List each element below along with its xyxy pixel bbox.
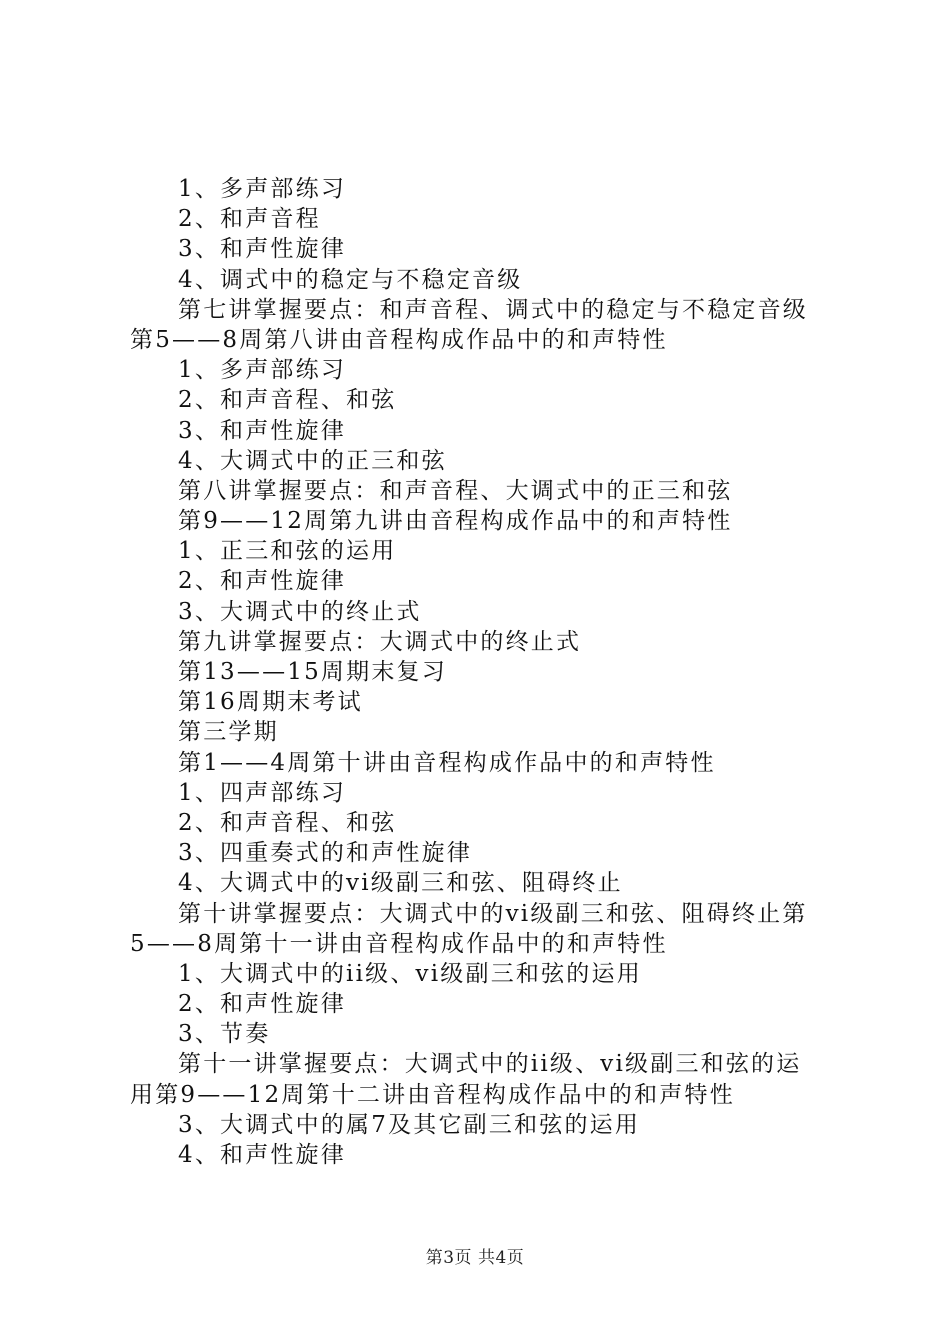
text-line: 4、大调式中的正三和弦 bbox=[178, 447, 447, 474]
text-line: 2、和声性旋律 bbox=[178, 991, 347, 1018]
text-line: 4、大调式中的vi级副三和弦、阻碍终止 bbox=[178, 870, 623, 897]
text-line: 1、四声部练习 bbox=[178, 779, 347, 806]
text-line: 第七讲掌握要点：和声音程、调式中的稳定与不稳定音级 bbox=[178, 296, 808, 323]
document-body bbox=[130, 174, 832, 1170]
text-line: 第16周期末考试 bbox=[178, 689, 363, 716]
text-line: 第13——15周期末复习 bbox=[178, 659, 447, 685]
text-line: 第八讲掌握要点：和声音程、大调式中的正三和弦 bbox=[178, 477, 733, 504]
text-line: 第9——12周第九讲由音程构成作品中的和声特性 bbox=[178, 508, 733, 535]
text-line: 3、节奏 bbox=[178, 1021, 271, 1048]
page-footer: 第3页 共4页 bbox=[425, 1248, 525, 1268]
text-line: 4、和声性旋律 bbox=[178, 1142, 347, 1168]
text-line: 3、和声性旋律 bbox=[178, 236, 347, 263]
text-line: 1、正三和弦的运用 bbox=[178, 538, 397, 565]
text-line: 1、多声部练习 bbox=[178, 176, 347, 202]
text-line: 4、调式中的稳定与不稳定音级 bbox=[178, 266, 523, 293]
text-line: 第十一讲掌握要点：大调式中的ii级、vi级副三和弦的运 bbox=[178, 1051, 802, 1078]
text-line: 2、和声音程、和弦 bbox=[178, 809, 397, 836]
text-line: 3、大调式中的终止式 bbox=[178, 598, 422, 625]
text-line: 第三学期 bbox=[178, 719, 279, 746]
text-line: 3、大调式中的属7及其它副三和弦的运用 bbox=[178, 1111, 641, 1138]
text-line: 第1——4周第十讲由音程构成作品中的和声特性 bbox=[178, 749, 716, 776]
text-line: 3、和声性旋律 bbox=[178, 417, 347, 444]
text-line: 第十讲掌握要点：大调式中的vi级副三和弦、阻碍终止第 bbox=[178, 900, 808, 927]
text-line: 3、四重奏式的和声性旋律 bbox=[178, 840, 473, 867]
text-line: 第九讲掌握要点：大调式中的终止式 bbox=[178, 628, 582, 655]
text-line: 第5——8周第八讲由音程构成作品中的和声特性 bbox=[130, 326, 668, 353]
text-line: 2、和声音程、和弦 bbox=[178, 387, 397, 414]
text-line: 用第9——12周第十二讲由音程构成作品中的和声特性 bbox=[130, 1081, 735, 1108]
text-line: 1、大调式中的ii级、vi级副三和弦的运用 bbox=[178, 960, 642, 987]
text-line: 5——8周第十一讲由音程构成作品中的和声特性 bbox=[130, 930, 668, 957]
text-line: 2、和声性旋律 bbox=[178, 568, 347, 595]
text-line: 1、多声部练习 bbox=[178, 357, 347, 384]
text-line: 2、和声音程 bbox=[178, 206, 321, 233]
